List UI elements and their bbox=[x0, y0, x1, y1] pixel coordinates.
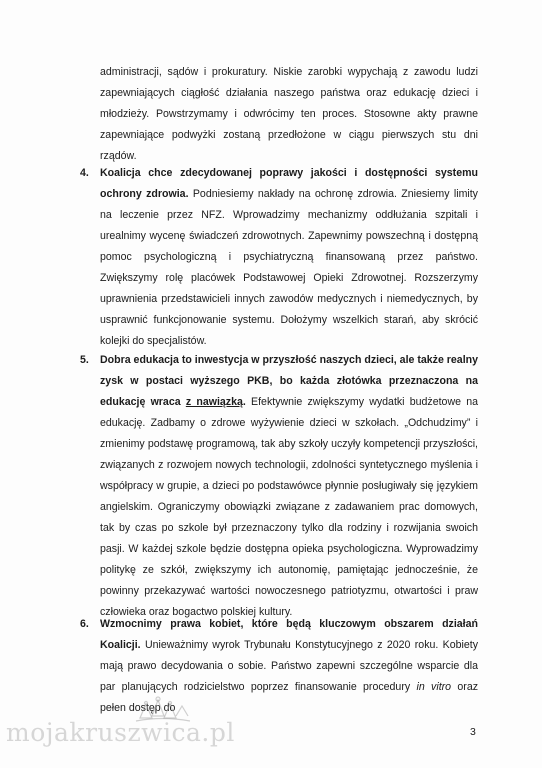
point-6-number: 6. bbox=[80, 618, 89, 630]
point-6-body-end: oraz pełen dostęp do bbox=[100, 681, 479, 714]
point-5-lead-underlined: z nawiązką bbox=[185, 396, 243, 408]
point-5-lead: Dobra edukacja to inwestycja w przyszłość naszych dzieci, ale także realny zysk w postaci wyższego PKB, bo każda złotówka przeznaczona na edukację wraca bbox=[100, 354, 479, 408]
point-6-italic: in vitro bbox=[416, 681, 452, 693]
point-4-paragraph bbox=[100, 163, 478, 352]
point-4-body: Podniesiemy nakłady na ochronę zdrowia. Zniesiemy limity na leczenie przez NFZ. Wprowadzimy mechanizmy oddłużania szpitali i urealnimy wycenę świadczeń zdrowotnych. Zapewnimy powszechną i dostępną pomoc psychologiczną i psychiatryczną finansowaną przez państwo. Zwiększymy rolę placówek Podstawowej Opieki Zdrowotnej. Rozszerzymy uprawnienia przedstawicieli innych zawodów medycznych i niemedycznych, by usprawnić funkcjonowanie systemu. Dołożymy wszelkich starań, aby skrócić kolejki do specjalistów. bbox=[100, 188, 478, 347]
point-5-lead-end: . bbox=[242, 396, 246, 408]
point-5-paragraph bbox=[100, 350, 478, 623]
point-4-lead: Koalicja chce zdecydowanej poprawy jakości i dostępności systemu ochrony zdrowia. bbox=[100, 167, 478, 200]
point-4-number: 4. bbox=[80, 167, 89, 179]
point-5-body: Efektywnie zwiększymy wydatki budżetowe na edukację. Zadbamy o zdrowe wyżywienie dzieci w szkołach. „Odchudzimy” i zmienimy podstawę programową, tak aby szkoły uczyły kompetencji przyszłości, związanych z rozwojem nowych technologii, zdolności syntetycznego myślenia i współpracy w grupie, a dzieci po podstawówce płynnie posługiwały się językiem angielskim. Ograniczymy obowiązki związane z zadawaniem prac domowych, tak by czas po szkole był przeznaczony tylko dla rodziny i rozwijania swoich pasji. W każdej szkole będzie dostępna opieka psychologiczna. Wyprowadzimy politykę ze szkół, zwiększymy ich autonomię, pamiętając jednocześnie, że powinny przekazywać wartości nowoczesnego patriotyzmu, otwartości i praw człowieka oraz bogactwo polskiej kultury. bbox=[100, 396, 478, 618]
point-5-number: 5. bbox=[80, 354, 89, 366]
point-6-lead: Wzmocnimy prawa kobiet, które będą kluczowym obszarem działań Koalicji. bbox=[100, 618, 478, 651]
page-number: 3 bbox=[470, 726, 476, 738]
watermark-text: mojakruszwica.pl bbox=[6, 718, 235, 747]
point-6-body-start: Unieważnimy wyrok Trybunału Konstytucyjnego z 2020 roku. Kobiety mają prawo decydowania o sobie. Państwo zapewni szczególne wsparcie dla par planujących rodzicielstwo poprzez finansowanie procedury bbox=[100, 639, 478, 693]
intro-paragraph: administracji, sądów i prokuratury. Niskie zarobki wypychają z zawodu ludzi zapewniających ciągłość działania naszego państwa oraz edukację dzieci i młodzieży. Powstrzymamy i odwrócimy ten proces. Stosowne akty prawne zapewniające podwyżki zostaną przedłożone w ciągu pierwszych stu dni rządów. bbox=[100, 66, 478, 162]
